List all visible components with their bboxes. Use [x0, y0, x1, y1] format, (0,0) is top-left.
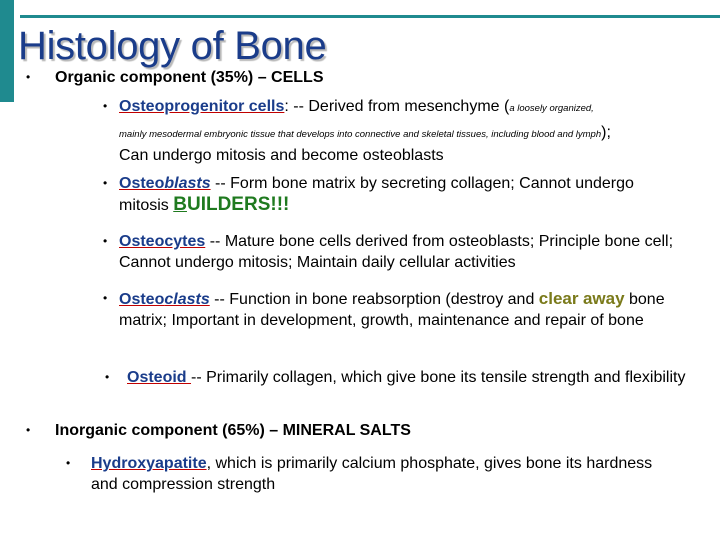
list-item-osteoclasts: Osteoclasts -- Function in bone reabsorption (destroy and clear away bone matrix; Important in development, growth, maintenance and repair of bone	[119, 289, 665, 329]
list-item-osteoprogenitor: Osteoprogenitor cells: -- Derived from mesenchyme (a loosely organized, mainly mesodermal embryonic tissue that develops into connective and skeletal tissues, including blood and lymph); Can undergo mitosis and become osteoblasts	[119, 98, 611, 164]
list-item-osteocytes: Osteocytes -- Mature bone cells derived from osteoblasts; Principle bone cell; Cannot undergo mitosis; Maintain daily cellular activities	[119, 233, 674, 271]
paren-note-part: a loosely organized,	[509, 103, 594, 114]
bullet: •	[103, 291, 108, 305]
term-osteoprogenitor: Osteoprogenitor cells	[119, 98, 285, 115]
clear-emphasis: clear	[538, 289, 579, 308]
term-osteoclasts: Osteoclasts	[119, 291, 210, 308]
builders-emphasis: BUILDERS!!!	[173, 194, 290, 215]
away-emphasis: away	[582, 289, 625, 308]
bullet: •	[26, 423, 31, 437]
left-accent-bar	[0, 0, 14, 102]
bullet: •	[103, 176, 108, 190]
term-osteoblasts: Osteoblasts	[119, 175, 211, 192]
slide-title: Histology of Bone	[18, 24, 327, 68]
bullet: •	[66, 456, 71, 470]
bullet: •	[103, 99, 108, 113]
list-item-osteoblasts: Osteoblasts -- Form bone matrix by secreting collagen; Cannot undergo mitosis BUILDERS!!!	[119, 175, 634, 215]
term-osteocytes: Osteocytes	[119, 233, 206, 250]
bullet: •	[103, 234, 108, 248]
list-item-hydroxyapatite: Hydroxyapatite, which is primarily calcium phosphate, gives bone its hardness and compression strength	[91, 455, 653, 493]
term-osteoid: Osteoid	[127, 369, 192, 386]
term-hydroxyapatite: Hydroxyapatite	[91, 455, 207, 472]
bullet: •	[26, 70, 31, 84]
organic-heading: Organic component (35%) – CELLS	[55, 69, 324, 86]
top-accent-line	[20, 15, 720, 18]
inorganic-heading: Inorganic component (65%) – MINERAL SALTS	[55, 422, 411, 439]
bullet: •	[105, 370, 110, 384]
list-item-osteoid: Osteoid -- Primarily collagen, which give bone its tensile strength and flexibility	[127, 369, 686, 386]
